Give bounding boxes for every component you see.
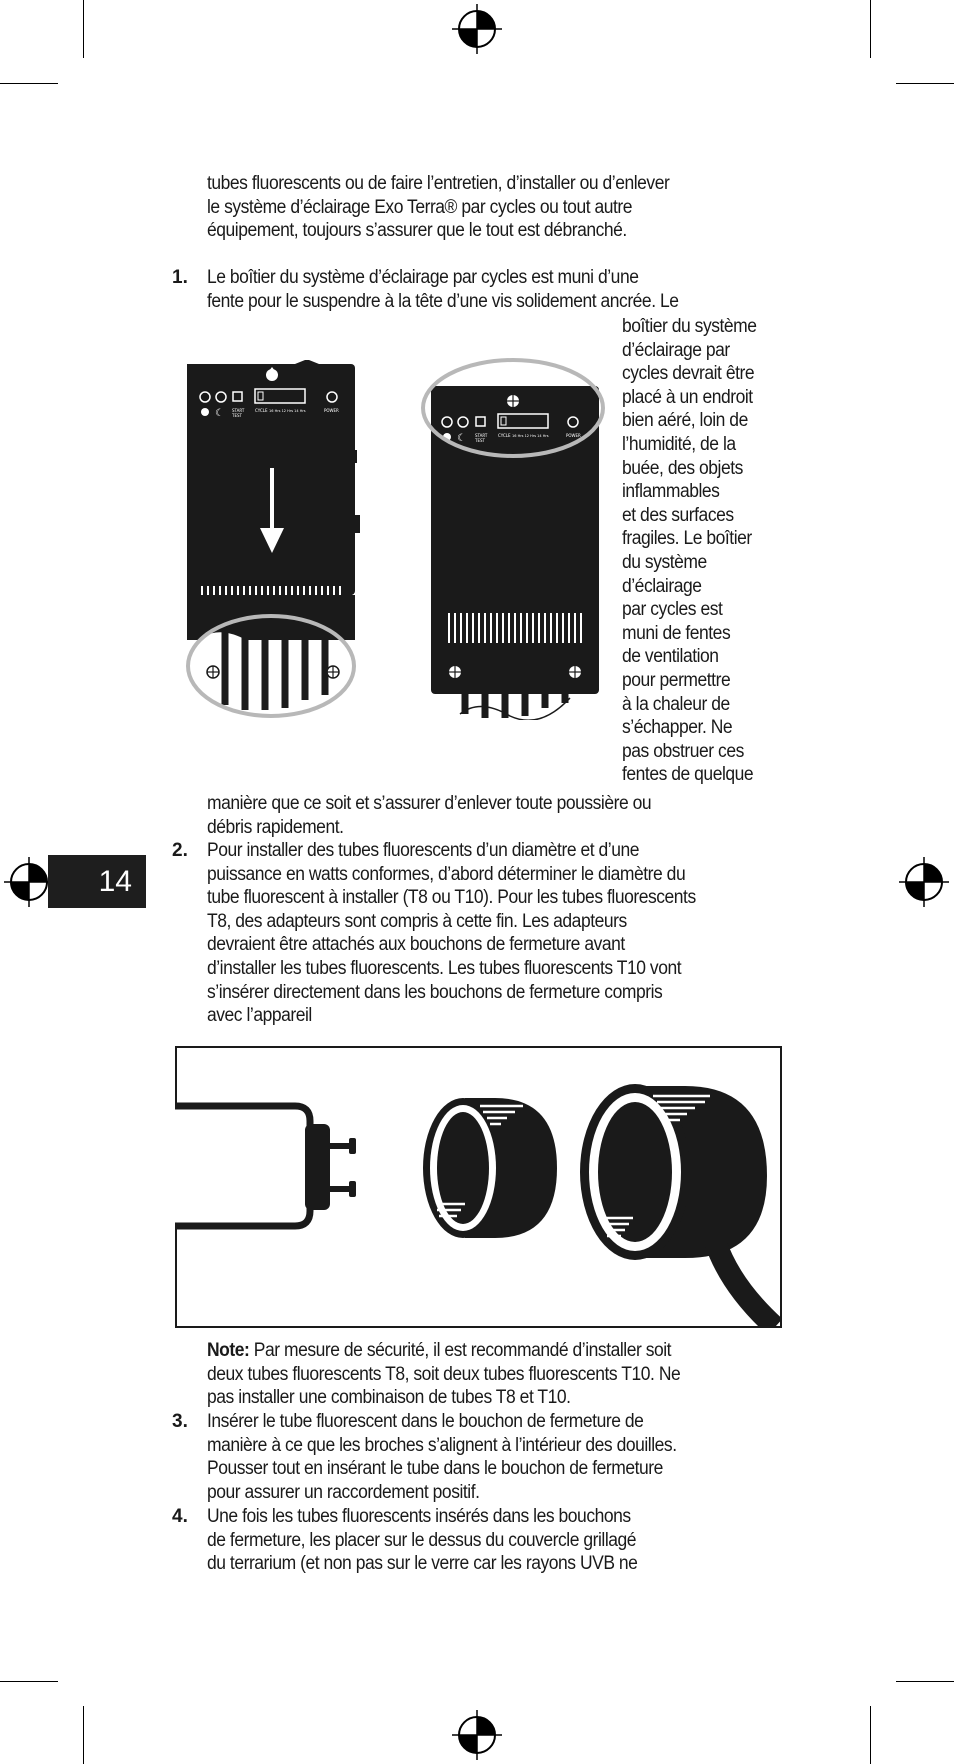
step-4-line: Une fois les tubes fluorescents insérés dans les bouchons: [207, 1506, 631, 1527]
side-line: placé à un endroit: [622, 386, 753, 408]
side-line: de ventilation: [622, 646, 719, 668]
lighting-unit-mounting-illustration: [180, 360, 365, 720]
step-2-line: d’installer les tubes fluorescents. Les tubes fluorescents T10 vont: [207, 957, 682, 979]
side-line: d’éclairage par: [622, 339, 730, 361]
note-label: Note:: [207, 1340, 250, 1361]
svg-text:POWER: POWER: [324, 408, 339, 413]
step-2-line: s’insérer directement dans les bouchons de fermeture compris: [207, 981, 663, 1003]
step-4-line: du terrarium (et non pas sur le verre car les rayons UVB ne: [207, 1553, 638, 1575]
svg-text:☾: ☾: [457, 433, 466, 444]
side-line: boîtier du système: [622, 316, 757, 337]
side-line: buée, des objets: [622, 457, 743, 479]
intro-line: tubes fluorescents ou de faire l’entretien, d’installer ou d’enlever: [207, 173, 670, 194]
step-1-line: fente pour le suspendre à la tête d’une vis solidement ancrée. Le: [207, 290, 679, 312]
svg-text:TEST: TEST: [475, 438, 485, 443]
step-2-line: avec l’appareil: [207, 1005, 312, 1027]
side-line: s’échapper. Ne: [622, 717, 733, 739]
svg-text:CYCLE: CYCLE: [255, 408, 268, 413]
step-1-line: débris rapidement.: [207, 816, 344, 838]
step-1-bottom-text: [207, 792, 651, 839]
side-line: inflammables: [622, 481, 720, 503]
step-3-text: [207, 1410, 677, 1504]
svg-text:☾: ☾: [215, 408, 224, 419]
svg-text:16 Hrs 12 Hrs 14 Hrs: 16 Hrs 12 Hrs 14 Hrs: [512, 434, 549, 438]
step-3-line: Pousser tout en insérant le tube dans le bouchon de fermeture: [207, 1458, 663, 1480]
step-1-top-text: [207, 266, 679, 313]
step-1-line: Le boîtier du système d’éclairage par cycles est muni d’une: [207, 267, 639, 288]
step-2-line: Pour installer des tubes fluorescents d’un diamètre et d’une: [207, 840, 640, 861]
step-4-number: 4.: [172, 1506, 188, 1527]
page-number-tab: 14: [48, 855, 146, 908]
step-3-line: Insérer le tube fluorescent dans le bouchon de fermeture de: [207, 1411, 644, 1432]
step-3-number: 3.: [172, 1411, 188, 1432]
intro-line: le système d’éclairage Exo Terra® par cycles ou tout autre: [207, 196, 633, 218]
step-3-line: manière à ce que les broches s’alignent à l’intérieur des douilles.: [207, 1434, 677, 1456]
step-2-line: tube fluorescent à installer (T8 ou T10). Pour les tubes fluorescents: [207, 887, 696, 909]
svg-text:START: START: [232, 408, 245, 413]
note-line: pas installer une combinaison de tubes T8 et T10.: [207, 1387, 571, 1409]
note-paragraph: [207, 1339, 680, 1410]
note-first-line: [207, 1339, 680, 1363]
step-4-text: [207, 1505, 637, 1576]
step-2-line: devraient être attachés aux bouchons de fermeture avant: [207, 934, 625, 956]
registration-mark-right: [899, 857, 949, 907]
tube-adapter-endcap-illustration: [175, 1046, 782, 1328]
t8-adapter-icon: [423, 1098, 557, 1238]
step-3-line: pour assurer un raccordement positif.: [207, 1481, 480, 1503]
side-line: à la chaleur de: [622, 693, 730, 715]
step-2-line: puissance en watts conformes, d’abord déterminer le diamètre du: [207, 863, 686, 885]
registration-mark-top: [452, 4, 502, 54]
side-line: fentes de quelque: [622, 764, 754, 786]
side-line: du système: [622, 551, 707, 573]
intro-line: équipement, toujours s’assurer que le tout est débranché.: [207, 220, 627, 242]
side-line: pas obstruer ces: [622, 740, 744, 762]
svg-text:CYCLE: CYCLE: [498, 433, 511, 438]
note-line: deux tubes fluorescents T8, soit deux tubes fluorescents T10. Ne: [207, 1363, 681, 1385]
side-line: par cycles est: [622, 599, 723, 621]
step-4-line: de fermeture, les placer sur le dessus du couvercle grillagé: [207, 1529, 637, 1551]
side-line: muni de fentes: [622, 622, 731, 644]
svg-text:START: START: [475, 433, 488, 438]
registration-mark-left: [4, 857, 54, 907]
step-2-line: T8, des adapteurs sont compris à cette fin. Les adapteurs: [207, 910, 627, 932]
svg-text:POWER: POWER: [566, 433, 581, 438]
svg-text:16 Hrs 12 Hrs 14 Hrs: 16 Hrs 12 Hrs 14 Hrs: [269, 409, 306, 413]
intro-paragraph: [207, 172, 669, 243]
side-line: cycles devrait être: [622, 363, 755, 385]
side-line: l’humidité, de la: [622, 433, 736, 455]
side-line: d’éclairage: [622, 575, 702, 597]
svg-text:TEST: TEST: [232, 413, 242, 418]
side-line: et des surfaces: [622, 504, 734, 526]
step-1-side-text: [622, 315, 757, 787]
side-line: pour permettre: [622, 669, 731, 691]
side-line: bien aéré, loin de: [622, 410, 748, 432]
note-first-line-rest: Par mesure de sécurité, il est recommandé d’installer soit: [249, 1340, 672, 1361]
step-1-line: manière que ce soit et s’assurer d’enlever toute poussière ou: [207, 793, 652, 814]
lighting-unit-ventilation-illustration: [420, 358, 610, 720]
registration-mark-bottom: [452, 1710, 502, 1760]
step-1-number: 1.: [172, 267, 188, 288]
side-line: fragiles. Le boîtier: [622, 528, 752, 550]
step-2-text: [207, 839, 696, 1028]
step-2-number: 2.: [172, 840, 188, 861]
